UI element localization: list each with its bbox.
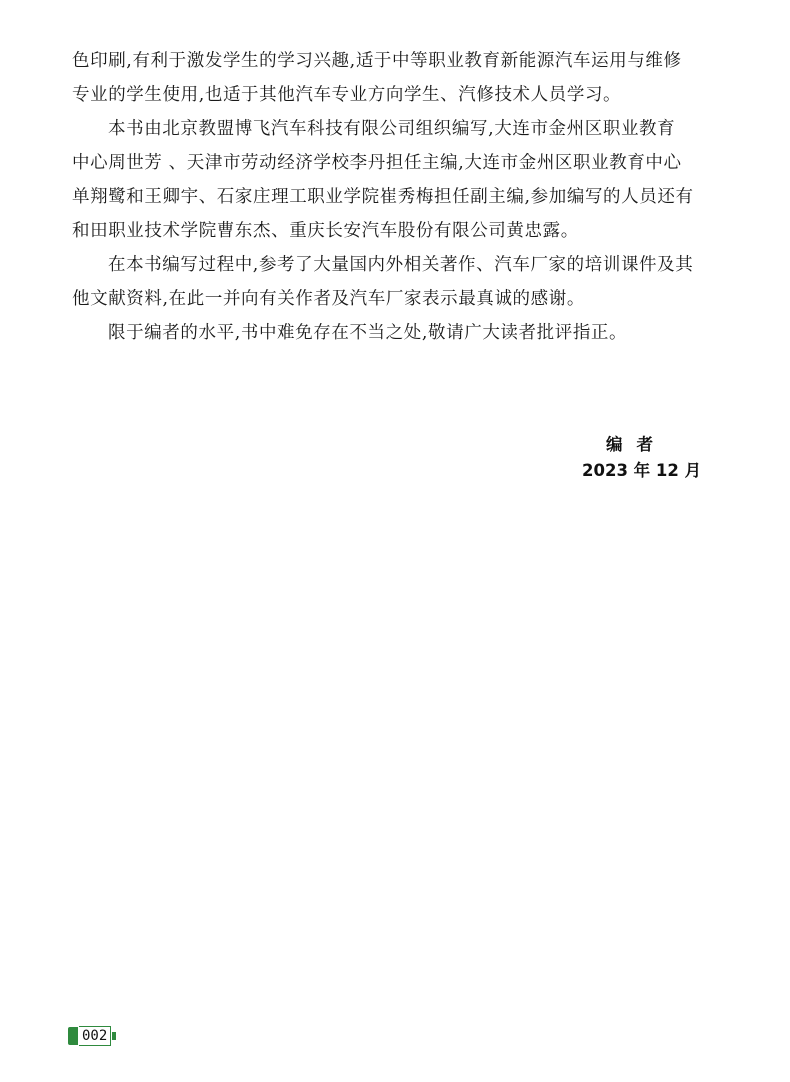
page-number-bar-icon	[68, 1027, 78, 1045]
signature-date: 2023 年 12 月	[582, 461, 702, 480]
preface-line-7: 在本书编写过程中,参考了大量国内外相关著作、汽车厂家的培训课件及其	[108, 255, 694, 275]
page-number	[68, 1026, 116, 1046]
preface-body	[72, 44, 730, 350]
signature-author: 编者	[606, 435, 667, 454]
page-number-value: 002	[79, 1026, 111, 1046]
page-number-tab-icon	[112, 1032, 116, 1040]
preface-line-8: 他文献资料,在此一并向有关作者及汽车厂家表示最真诚的感谢。	[72, 289, 585, 309]
preface-line-5: 单翔鹭和王卿宇、石家庄理工职业学院崔秀梅担任副主编,参加编写的人员还有	[72, 187, 694, 207]
preface-line-3: 本书由北京教盟博飞汽车科技有限公司组织编写,大连市金州区职业教育	[108, 119, 676, 139]
preface-line-2: 专业的学生使用,也适于其他汽车专业方向学生、汽修技术人员学习。	[72, 85, 622, 105]
preface-line-6: 和田职业技术学院曹东杰、重庆长安汽车股份有限公司黄忠露。	[72, 221, 579, 241]
preface-line-4: 中心周世芳 、天津市劳动经济学校李丹担任主编,大连市金州区职业教育中心	[72, 153, 682, 173]
preface-line-1: 色印刷,有利于激发学生的学习兴趣,适于中等职业教育新能源汽车运用与维修	[72, 51, 682, 71]
preface-line-9: 限于编者的水平,书中难免存在不当之处,敬请广大读者批评指正。	[108, 323, 628, 343]
